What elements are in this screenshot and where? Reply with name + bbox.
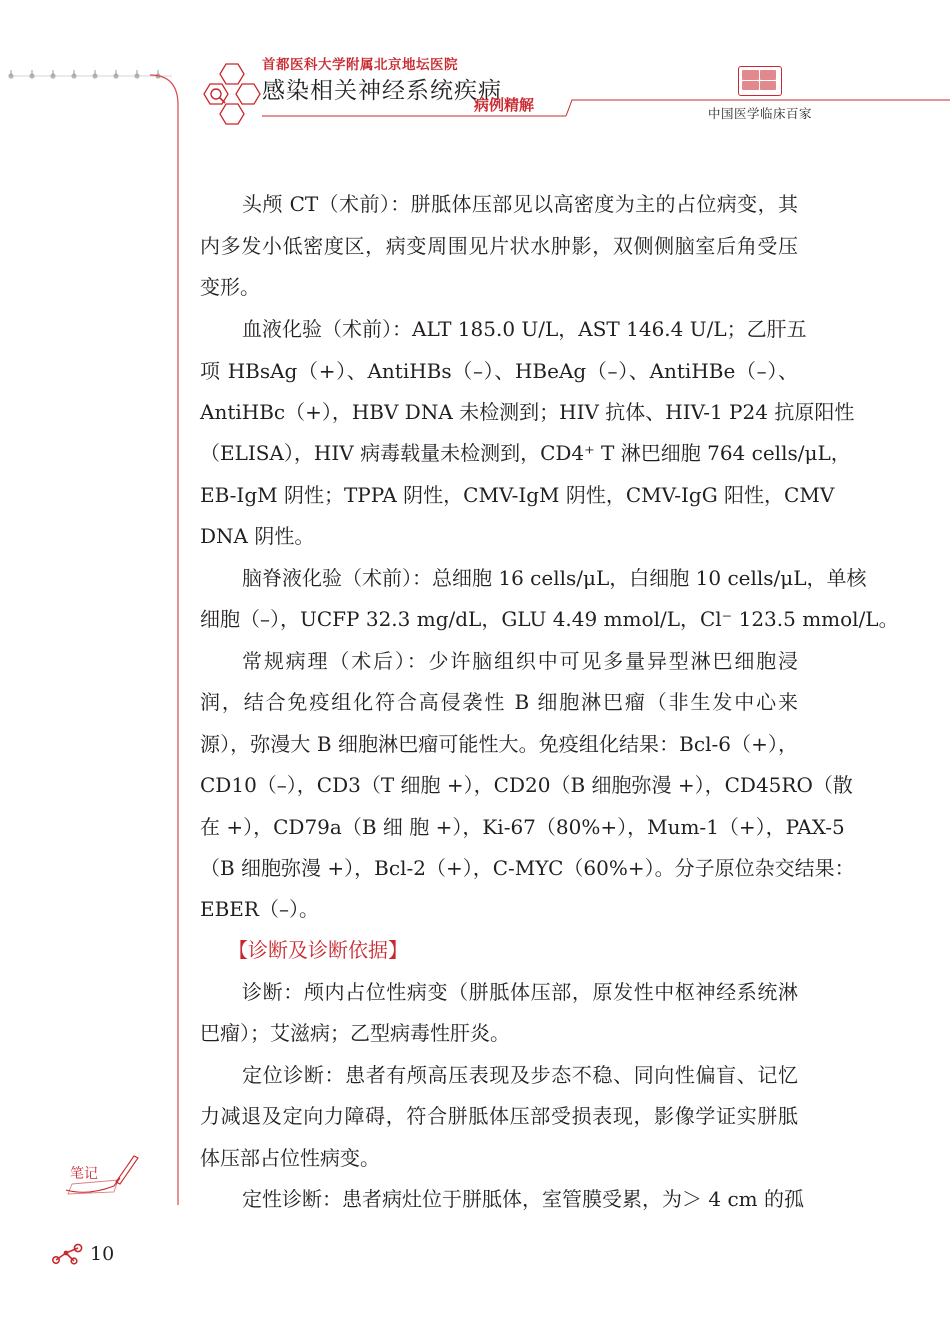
series-name: 中国医学临床百家 [708, 106, 813, 121]
body-line: 体压部占位性病变。 [200, 1146, 380, 1170]
body-line: 变形。 [200, 275, 260, 299]
book-subtitle: 病例精解 [474, 96, 535, 114]
body-line: （B 细胞弥漫 +），Bcl-2（+），C-MYC（60%+）。分子原位杂交结果： [200, 856, 855, 880]
molecule-icon [50, 1241, 84, 1267]
body-line: 脑脊液化验（术前）：总细胞 16 cells/μL，白细胞 10 cells/μL，单核 [242, 566, 867, 590]
body-line: CD10（–），CD3（T 细胞 +），CD20（B 细胞弥漫 +），CD45RO（散 [200, 773, 853, 797]
notes-pen-icon [58, 1150, 144, 1200]
body-line: 定性诊断：患者病灶位于胼胝体，室管膜受累，为＞ 4 cm 的孤 [242, 1187, 804, 1211]
body-line: 内多发小低密度区，病变周围见片状水肿影，双侧侧脑室后角受压 [200, 234, 798, 258]
body-line: 润，结合免疫组化符合高侵袭性 B 细胞淋巴瘤（非生发中心来 [200, 690, 798, 714]
body-line: 血液化验（术前）：ALT 185.0 U/L，AST 146.4 U/L；乙肝五 [242, 317, 807, 341]
note-label: 笔记 [70, 1166, 98, 1182]
binding-dots [6, 66, 176, 86]
hospital-name: 首都医科大学附属北京地坛医院 [262, 57, 458, 73]
body-line: 力减退及定向力障碍，符合胼胝体压部受损表现，影像学证实胼胝 [200, 1104, 798, 1128]
seal-logo-icon [738, 66, 782, 96]
body-line: 常规病理（术后）：少许脑组织中可见多量异型淋巴细胞浸 [242, 649, 798, 673]
body-line: 项 HBsAg（+）、AntiHBs（–）、HBeAg（–）、AntiHBe（–）、 [200, 359, 798, 383]
page-number: 10 [90, 1243, 115, 1265]
body-line: DNA 阴性。 [200, 524, 315, 548]
book-title: 感染相关神经系统疾病 [262, 78, 502, 104]
body-line: 在 +），CD79a（B 细 胞 +），Ki-67（80%+），Mum-1（+），PAX-5 [200, 815, 845, 839]
body-line: 源），弥漫大 B 细胞淋巴瘤可能性大。免疫组化结果：Bcl-6（+）， [200, 732, 798, 756]
section-heading: 【诊断及诊断依据】 [228, 938, 408, 962]
body-line: EB-IgM 阴性；TPPA 阴性，CMV-IgM 阴性，CMV-IgG 阳性，CMV [200, 483, 835, 507]
body-line: 定位诊断：患者有颅高压表现及步态不稳、同向性偏盲、记忆 [242, 1063, 798, 1087]
body-line: （ELISA），HIV 病毒载量未检测到，CD4⁺ T 淋巴细胞 764 cells/μL， [200, 441, 851, 465]
body-line: EBER（–）。 [200, 897, 319, 921]
body-line: 细胞（–），UCFP 32.3 mg/dL，GLU 4.49 mmol/L，Cl⁻ 123.5 mmol/L。 [200, 607, 899, 631]
body-line: 头颅 CT（术前）：胼胝体压部见以高密度为主的占位病变，其 [242, 192, 798, 216]
body-line: AntiHBc（+），HBV DNA 未检测到；HIV 抗体、HIV-1 P24 抗原阳性 [200, 400, 855, 424]
body-line: 诊断：颅内占位性病变（胼胝体压部，原发性中枢神经系统淋 [242, 980, 798, 1004]
body-line: 巴瘤）；艾滋病；乙型病毒性肝炎。 [200, 1021, 510, 1045]
